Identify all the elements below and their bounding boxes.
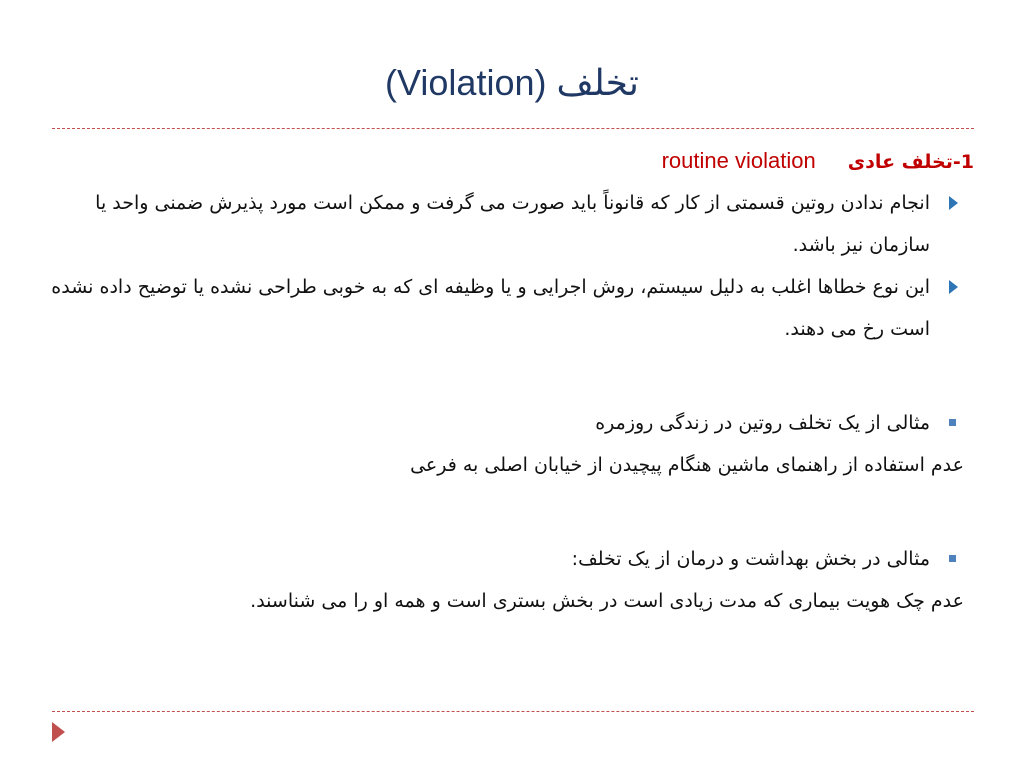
next-slide-arrow-icon[interactable] xyxy=(52,722,65,742)
bullet-item xyxy=(50,266,964,350)
example-label xyxy=(50,538,964,580)
example-text: عدم چک هویت بیماری که مدت زیادی است در بخش بستری است و همه او را می شناسند. xyxy=(250,590,964,612)
example-label-text: مثالی از یک تخلف روتین در زندگی روزمره xyxy=(595,412,930,434)
bullet-item xyxy=(50,182,964,266)
example-label xyxy=(50,402,964,444)
example-text: عدم استفاده از راهنمای ماشین هنگام پیچیدن از خیابان اصلی به فرعی xyxy=(410,454,964,476)
triangle-bullet-icon xyxy=(949,196,958,210)
example-label-text: مثالی در بخش بهداشت و درمان از یک تخلف: xyxy=(571,548,930,570)
spacer xyxy=(50,350,964,402)
square-bullet-icon xyxy=(949,555,956,562)
slide-content xyxy=(50,140,974,622)
subheading-fa: 1-تخلف عادی xyxy=(847,151,974,173)
bullet-text: این نوع خطاها اغلب به دلیل سیستم، روش اجرایی و یا وظیفه ای که به خوبی طراحی نشده یا توضیح داده نشده است رخ می دهند. xyxy=(51,276,930,340)
subheading xyxy=(50,140,974,182)
slide-title: تخلف (Violation) xyxy=(385,62,639,103)
footer-divider xyxy=(52,711,974,712)
subheading-en: routine violation xyxy=(661,148,816,173)
title-divider xyxy=(52,128,974,129)
bullet-text: انجام ندادن روتین قسمتی از کار که قانوناً باید صورت می گرفت و ممکن است مورد پذیرش ضمنی واحد یا سازمان نیز باشد. xyxy=(95,192,930,256)
triangle-bullet-icon xyxy=(949,280,958,294)
square-bullet-icon xyxy=(949,419,956,426)
spacer xyxy=(50,486,964,538)
